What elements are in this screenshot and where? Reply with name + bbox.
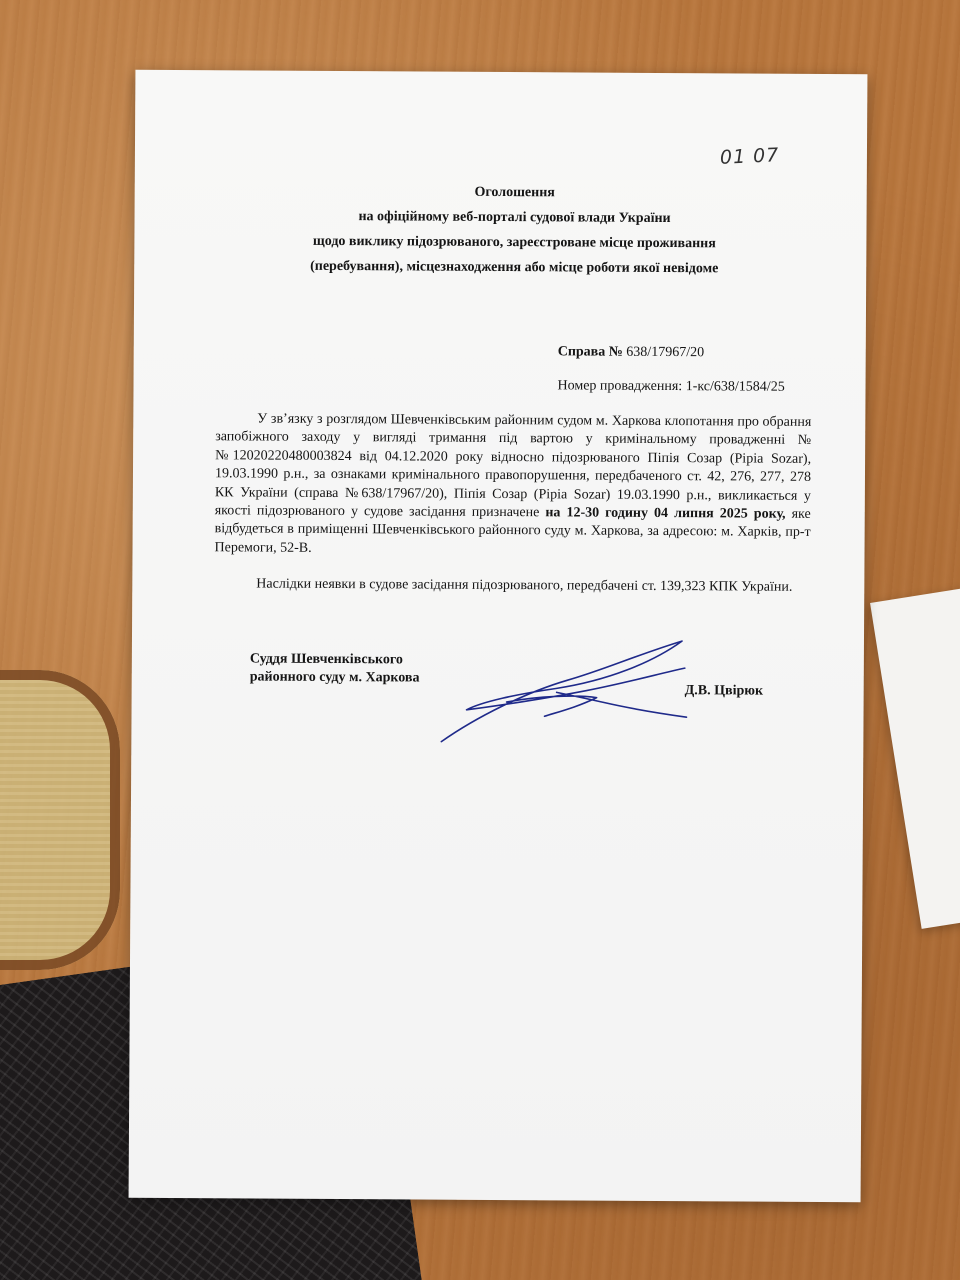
- judge-title: [250, 650, 420, 687]
- hearing-date: 04 липня 2025 року,: [654, 505, 786, 522]
- document-page: [129, 70, 868, 1202]
- hearing-time: на 12-30 годину: [545, 505, 649, 521]
- handwritten-date-mark: 01 07: [719, 144, 780, 169]
- judge-title-line-1: Суддя Шевченківського: [249, 651, 404, 668]
- case-number-value: 638/17967/20: [626, 344, 705, 361]
- case-number-line: [558, 342, 785, 363]
- judge-name: Д.В. Цвірюк: [684, 683, 764, 699]
- document-heading: [214, 178, 815, 282]
- heading-line-4: (перебування), місцезнаходження або місце роботи якої невідоме: [310, 258, 719, 277]
- summons-text-part2: яке відбудеться в приміщенні Шевченківського районного суду м. Харкова, за адресою: м. Харків, пр-т Перемоги, 52-В.: [214, 506, 811, 556]
- background-tray: [0, 670, 120, 970]
- proceeding-number-label: Номер провадження:: [557, 378, 683, 395]
- summons-text-part1: У зв’язку з розглядом Шевченківським районним судом м. Харкова клопотання про обрання запобіжного заходу у вигляді тримання під вартою у кримінальному провадженні №№12020220480003824 від 04.12.2020 року відносно підозрюваного Піпія Созар (Pipia Sozar), 19.03.1990 р.н., за ознаками кримінального правопорушення, передбаченого ст. 42, 276, 277, 278 КК України (справа №638/17967/20), Піпія Созар (Pipia Sozar) 19.03.1990 р.н., викликається у якості підозрюваного у судове засідання призначене: [214, 411, 812, 521]
- proceeding-number-value: 1-кс/638/1584/25: [685, 379, 785, 395]
- handwritten-signature: [436, 632, 697, 749]
- heading-line-1: Оголошення: [474, 184, 555, 201]
- consequences-paragraph: Наслідки неявки в судове засідання підозрюваного, передбачені ст. 139,323 КПК України.: [256, 576, 793, 596]
- document-body: [214, 410, 811, 597]
- case-info: [557, 342, 785, 397]
- proceeding-number-line: [557, 376, 784, 397]
- case-number-label: Справа №: [557, 344, 623, 360]
- summons-paragraph: [214, 410, 811, 561]
- judge-title-line-2: районного суду м. Харкова: [249, 669, 420, 686]
- background-paper-sheet: [870, 581, 960, 929]
- heading-line-2: на офіційному веб-порталі судової влади України: [358, 209, 671, 227]
- heading-line-3: щодо виклику підозрюваного, зареєстроване місце проживання: [312, 233, 716, 252]
